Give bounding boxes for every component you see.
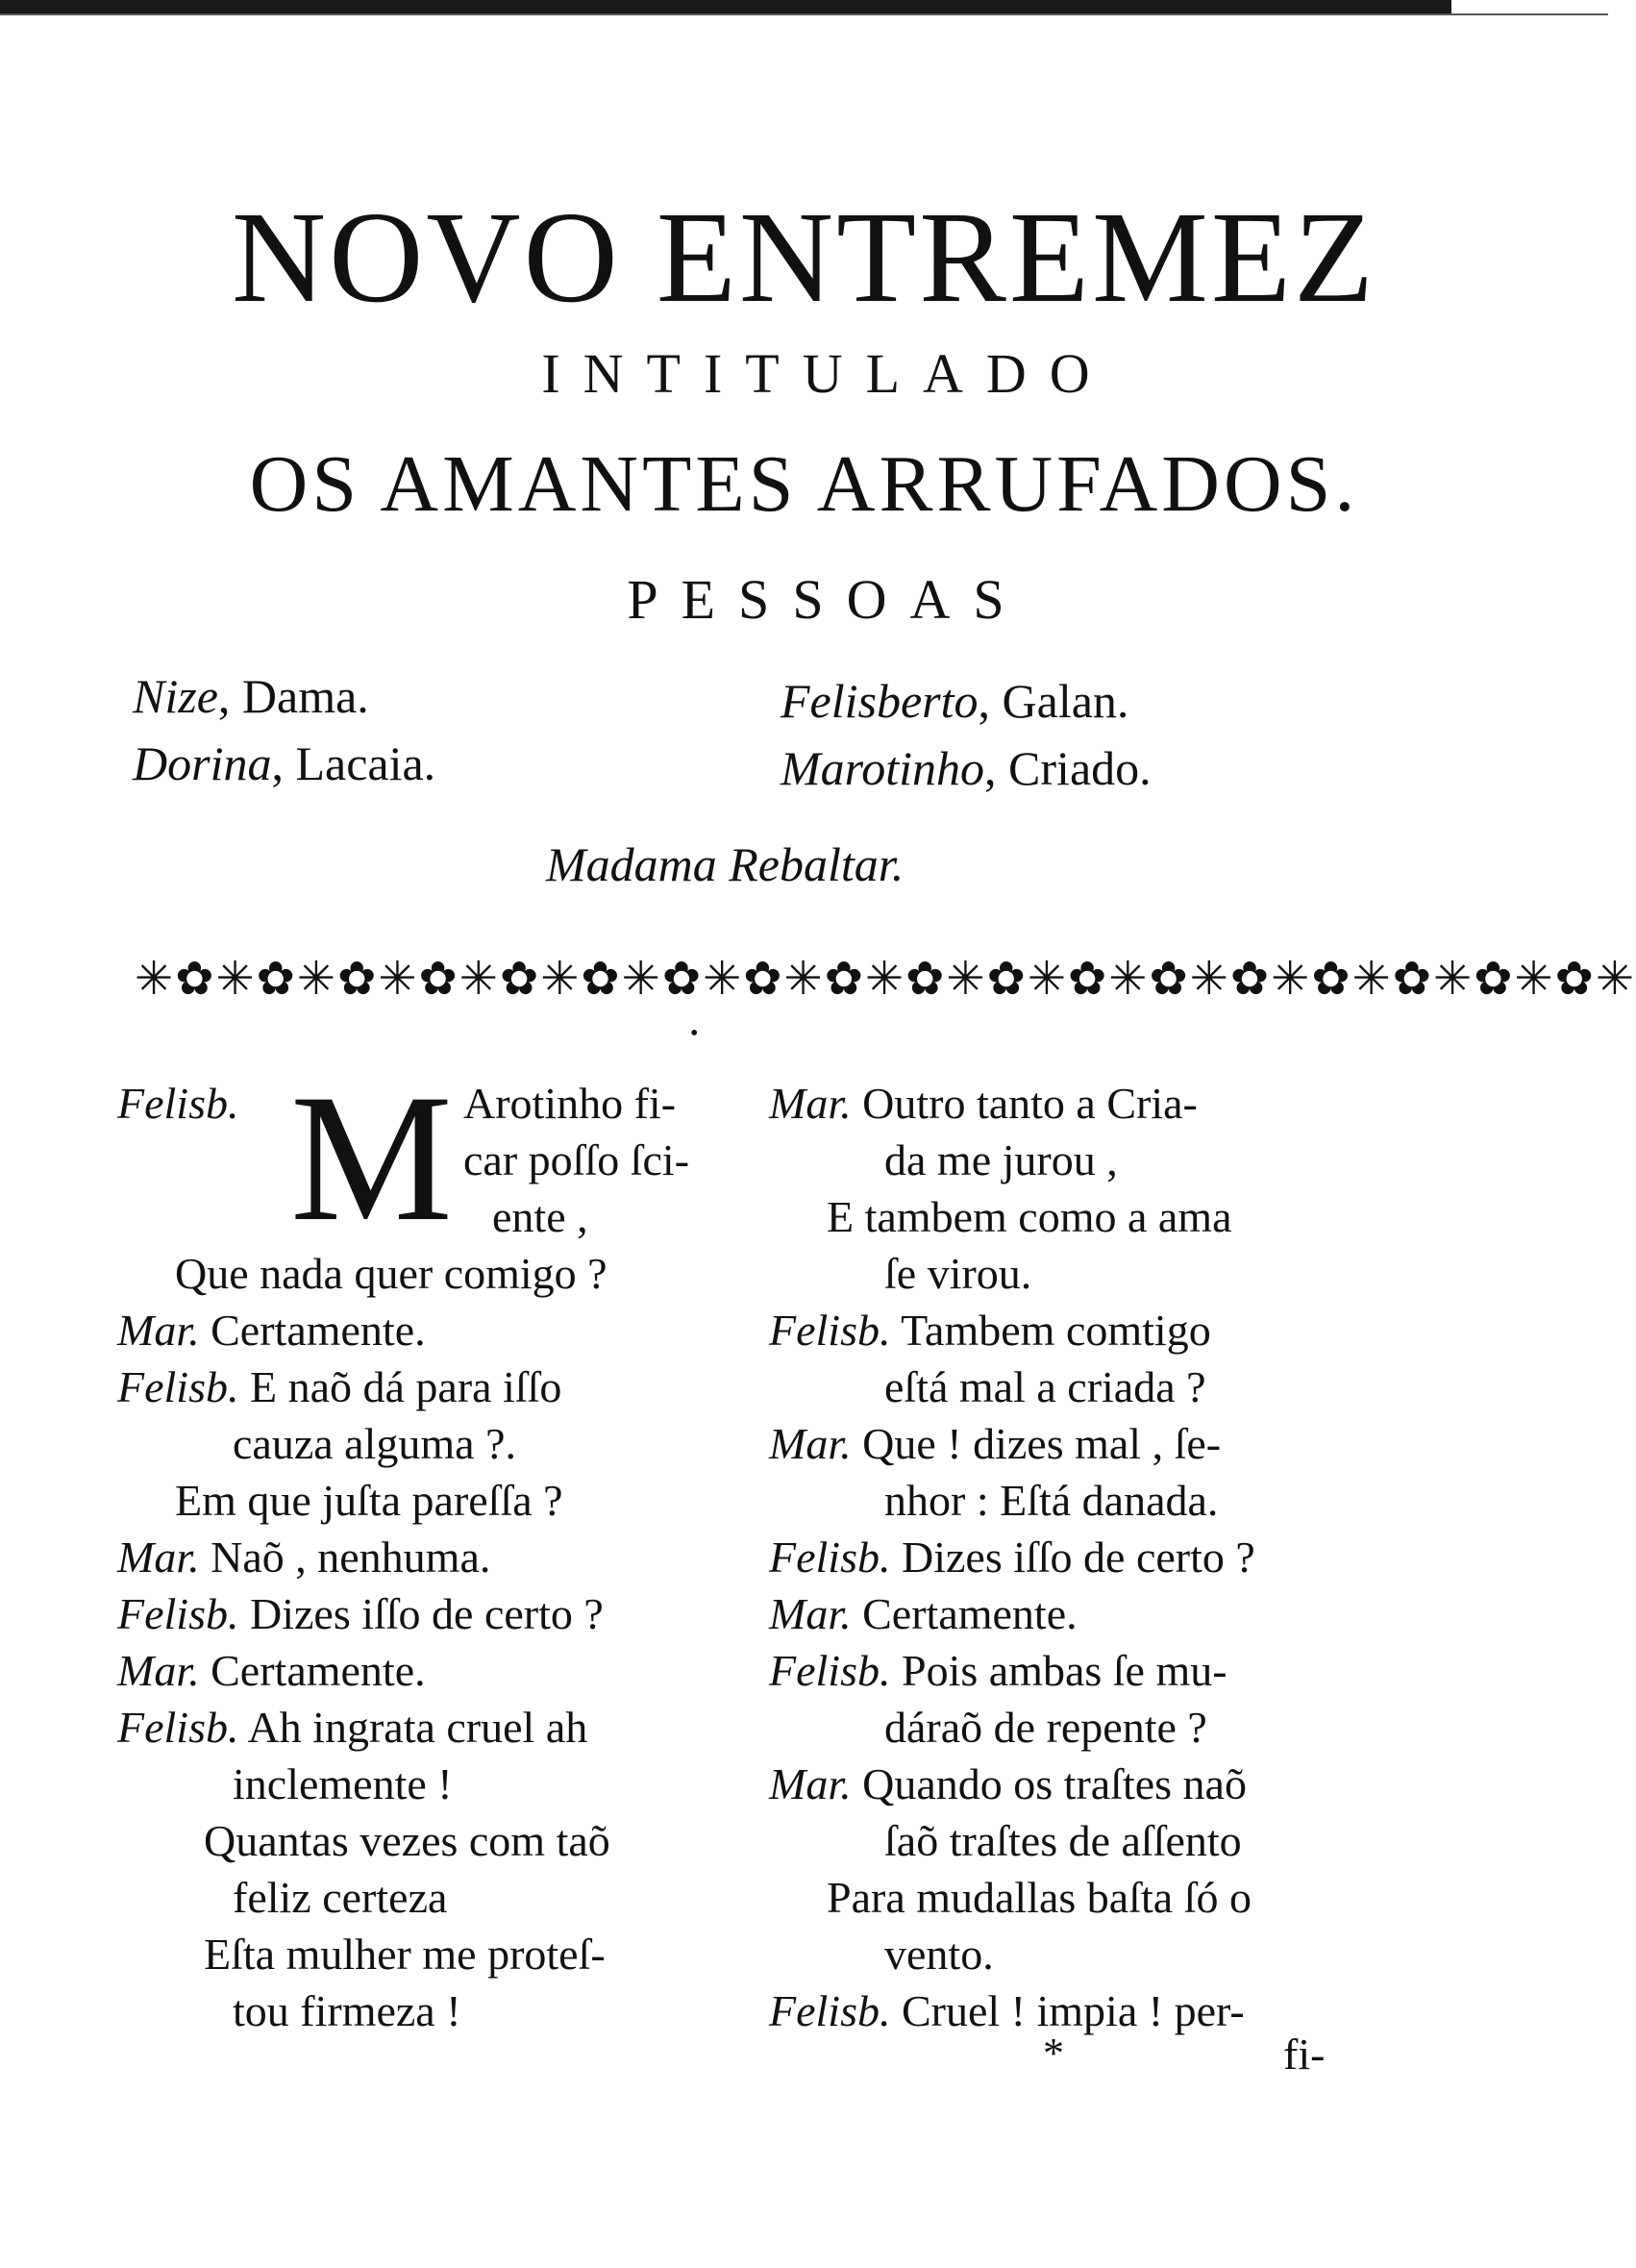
speaker-label: Mar.	[117, 1306, 200, 1355]
person-felisberto	[781, 673, 1128, 729]
play-subtitle: OS AMANTES ARRUFADOS.	[249, 439, 1359, 529]
play-title: NOVO ENTREMEZ	[231, 186, 1377, 330]
verse-text: Dizes iſſo de certo ?	[249, 1589, 604, 1638]
speaker-label: Mar.	[769, 1419, 852, 1468]
speaker-label: Felisb.	[769, 1646, 891, 1695]
verse-line: feliz certeza	[233, 1873, 448, 1922]
dialogue-line	[769, 1642, 1394, 1699]
text-column-left	[117, 1058, 742, 2039]
person-role: , Dama.	[217, 669, 369, 723]
dialogue-line	[117, 1302, 742, 1358]
person-name: Marotinho	[781, 741, 985, 795]
verse-line: Para mudallas baſta ſó o	[827, 1873, 1252, 1922]
speaker-label: Felisb.	[117, 1589, 239, 1638]
person-role: , Criado.	[984, 741, 1152, 795]
verse-line: Em que juſta pareſſa ?	[175, 1476, 563, 1525]
top-border-rule	[0, 0, 1451, 13]
person-role: , Galan.	[978, 674, 1129, 728]
speaker-label: Mar.	[769, 1759, 852, 1808]
person-dorina	[133, 735, 435, 791]
speaker-label: Mar.	[769, 1589, 852, 1638]
person-madama-rebaltar	[546, 836, 1084, 892]
catchword: fi-	[1283, 2030, 1326, 2079]
dialogue-line	[769, 1585, 1394, 1642]
speaker-label: Mar.	[117, 1646, 200, 1695]
speaker-label: Felisb.	[117, 1703, 239, 1752]
verse-line: cauza alguma ?.	[233, 1419, 516, 1468]
verse-line: da me jurou ,	[884, 1135, 1118, 1184]
verse-line: Arotinho fi-	[463, 1079, 677, 1128]
text-column-right	[769, 1075, 1394, 2039]
opening-paragraph	[117, 1058, 742, 1259]
dialogue-line	[117, 1585, 742, 1642]
verse-text: Quando os traſtes naõ	[862, 1759, 1247, 1808]
dialogue-line	[117, 1642, 742, 1699]
person-nize	[133, 668, 369, 724]
title-intitulado: INTITULADO	[541, 342, 1113, 405]
person-name: Nize	[133, 669, 218, 723]
verse-line: car poſſo ſci-	[463, 1135, 690, 1184]
verse-line: Que nada quer comigo ?	[175, 1249, 607, 1298]
person-role: , Lacaia.	[271, 736, 436, 790]
dialogue-line	[117, 1529, 742, 1585]
verse-line: nhor : Eſtá danada.	[884, 1476, 1219, 1525]
persons-heading: PESSOAS	[627, 568, 1028, 631]
verse-line: vento.	[884, 1930, 994, 1979]
verse-line: ſe virou.	[884, 1249, 1032, 1298]
verse-text: Outro tanto a Cria-	[862, 1079, 1198, 1128]
speaker-label: Felisb.	[769, 1533, 891, 1582]
speaker-label: Felisb.	[769, 1986, 891, 2035]
top-border-thin-rule	[0, 13, 1608, 15]
verse-text: E naõ dá para iſſo	[249, 1362, 562, 1411]
verse-line: dáraõ de repente ?	[884, 1703, 1207, 1752]
person-name: Felisberto	[781, 674, 979, 728]
verse-text: Dizes iſſo de certo ?	[901, 1533, 1255, 1582]
speaker-label: Mar.	[769, 1079, 852, 1128]
speaker-label: Felisb.	[117, 1079, 239, 1128]
drop-cap-letter: M	[290, 1058, 453, 1259]
dialogue-line	[117, 1358, 742, 1415]
speaker-label: Felisb.	[769, 1306, 891, 1355]
dialogue-line	[769, 1756, 1394, 1812]
verse-line: eſtá mal a criada ?	[884, 1362, 1206, 1411]
verse-line: Quantas vezes com taõ	[204, 1816, 610, 1865]
person-marotinho	[781, 740, 1152, 796]
dialogue-line	[769, 1075, 1394, 1132]
signature-mark: *	[1043, 2030, 1064, 2077]
speaker-label: Felisb.	[117, 1362, 239, 1411]
speaker-label: Mar.	[117, 1533, 200, 1582]
verse-line: inclemente !	[233, 1759, 453, 1808]
verse-line: ente ,	[492, 1192, 588, 1241]
ornament-dot: •	[690, 1021, 699, 1046]
verse-text: Certamente.	[211, 1646, 426, 1695]
verse-text: Tambem comtigo	[901, 1306, 1211, 1355]
verse-text: Que ! dizes mal , ſe-	[862, 1419, 1222, 1468]
verse-text: Ah ingrata cruel ah	[247, 1703, 588, 1752]
verse-line: E tambem como a ama	[827, 1192, 1232, 1241]
dialogue-line	[769, 1415, 1394, 1472]
verse-line: tou firmeza !	[233, 1986, 461, 2035]
dialogue-line	[769, 1529, 1394, 1585]
verse-line: ſaõ traſtes de aſſento	[884, 1816, 1242, 1865]
verse-text: Cruel ! impia ! per-	[901, 1986, 1245, 2035]
verse-text: Certamente.	[862, 1589, 1078, 1638]
verse-line: Eſta mulher me proteſ-	[204, 1930, 606, 1979]
person-name: Madama Rebaltar.	[546, 837, 905, 891]
verse-text: Certamente.	[211, 1306, 426, 1355]
dialogue-line	[117, 1699, 742, 1756]
decorative-ornament-band: ✳✿✳✿✳✿✳✿✳✿✳✿✳✿✳✿✳✿✳✿✳✿✳✿✳✿✳✿✳✿✳✿✳✿✳✿✳	[135, 952, 1636, 1006]
verse-text: Pois ambas ſe mu-	[901, 1646, 1227, 1695]
verse-text: Naõ , nenhuma.	[211, 1533, 491, 1582]
person-name: Dorina	[133, 736, 272, 790]
dialogue-line	[769, 1302, 1394, 1358]
